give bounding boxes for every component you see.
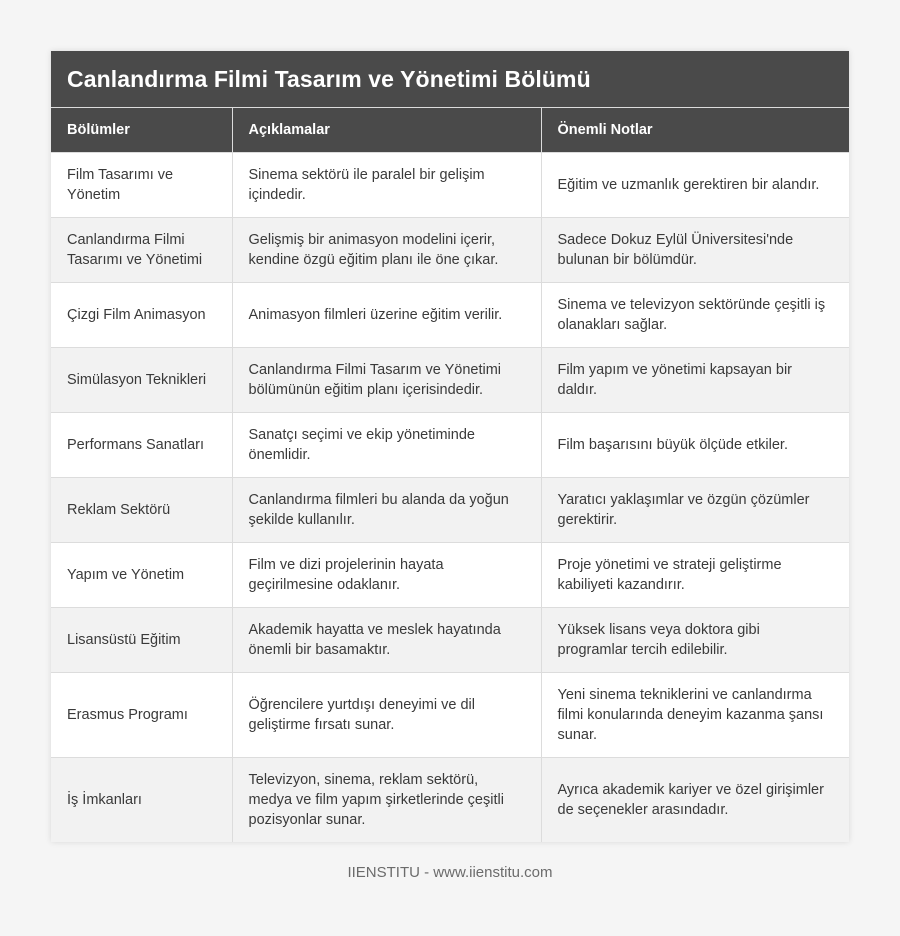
cell-not: Ayrıca akademik kariyer ve özel girişimler de seçenekler arasındadır. xyxy=(541,757,849,842)
table-row xyxy=(51,542,849,607)
cell-not: Yeni sinema tekniklerini ve canlandırma filmi konularında deneyim kazanma şansı sunar. xyxy=(541,672,849,757)
cell-not: Sinema ve televizyon sektöründe çeşitli iş olanakları sağlar. xyxy=(541,282,849,347)
table-title-bar xyxy=(51,51,849,108)
table-row xyxy=(51,607,849,672)
cell-bolum: İş İmkanları xyxy=(51,757,232,842)
footer-credit: IIENSTITU - www.iienstitu.com xyxy=(347,864,553,881)
table-title: Canlandırma Filmi Tasarım ve Yönetimi Bölümü xyxy=(67,65,591,92)
table-row xyxy=(51,347,849,412)
cell-bolum: Çizgi Film Animasyon xyxy=(51,282,232,347)
cell-not: Yüksek lisans veya doktora gibi programlar tercih edilebilir. xyxy=(541,607,849,672)
cell-aciklama: Gelişmiş bir animasyon modelini içerir, kendine özgü eğitim planı ile öne çıkar. xyxy=(232,217,541,282)
cell-not: Sadece Dokuz Eylül Üniversitesi'nde bulunan bir bölümdür. xyxy=(541,217,849,282)
cell-bolum: Yapım ve Yönetim xyxy=(51,542,232,607)
cell-bolum: Film Tasarımı ve Yönetim xyxy=(51,152,232,217)
cell-aciklama: Sinema sektörü ile paralel bir gelişim içindedir. xyxy=(232,152,541,217)
table-row xyxy=(51,282,849,347)
cell-bolum: Reklam Sektörü xyxy=(51,477,232,542)
cell-aciklama: Canlandırma Filmi Tasarım ve Yönetimi bölümünün eğitim planı içerisindedir. xyxy=(232,347,541,412)
cell-aciklama: Canlandırma filmleri bu alanda da yoğun şekilde kullanılır. xyxy=(232,477,541,542)
cell-aciklama: Öğrencilere yurtdışı deneyimi ve dil geliştirme fırsatı sunar. xyxy=(232,672,541,757)
cell-bolum: Canlandırma Filmi Tasarımı ve Yönetimi xyxy=(51,217,232,282)
column-header-onemli-notlar: Önemli Notlar xyxy=(541,108,849,152)
table-row xyxy=(51,152,849,217)
column-header-bolumler: Bölümler xyxy=(51,108,232,152)
table-row xyxy=(51,477,849,542)
info-table-card xyxy=(51,51,849,842)
table-header-row xyxy=(51,108,849,152)
table-row xyxy=(51,757,849,842)
cell-not: Eğitim ve uzmanlık gerektiren bir alandır. xyxy=(541,152,849,217)
cell-not: Film başarısını büyük ölçüde etkiler. xyxy=(541,412,849,477)
cell-not: Film yapım ve yönetimi kapsayan bir daldır. xyxy=(541,347,849,412)
cell-aciklama: Sanatçı seçimi ve ekip yönetiminde önemlidir. xyxy=(232,412,541,477)
table-row xyxy=(51,412,849,477)
column-header-aciklamalar: Açıklamalar xyxy=(232,108,541,152)
cell-bolum: Performans Sanatları xyxy=(51,412,232,477)
cell-aciklama: Televizyon, sinema, reklam sektörü, medya ve film yapım şirketlerinde çeşitli pozisyonlar sunar. xyxy=(232,757,541,842)
cell-bolum: Simülasyon Teknikleri xyxy=(51,347,232,412)
cell-aciklama: Film ve dizi projelerinin hayata geçirilmesine odaklanır. xyxy=(232,542,541,607)
cell-aciklama: Animasyon filmleri üzerine eğitim verilir. xyxy=(232,282,541,347)
cell-bolum: Erasmus Programı xyxy=(51,672,232,757)
cell-bolum: Lisansüstü Eğitim xyxy=(51,607,232,672)
info-table xyxy=(51,108,849,842)
table-row xyxy=(51,672,849,757)
cell-not: Yaratıcı yaklaşımlar ve özgün çözümler gerektirir. xyxy=(541,477,849,542)
table-row xyxy=(51,217,849,282)
cell-not: Proje yönetimi ve strateji geliştirme kabiliyeti kazandırır. xyxy=(541,542,849,607)
cell-aciklama: Akademik hayatta ve meslek hayatında önemli bir basamaktır. xyxy=(232,607,541,672)
